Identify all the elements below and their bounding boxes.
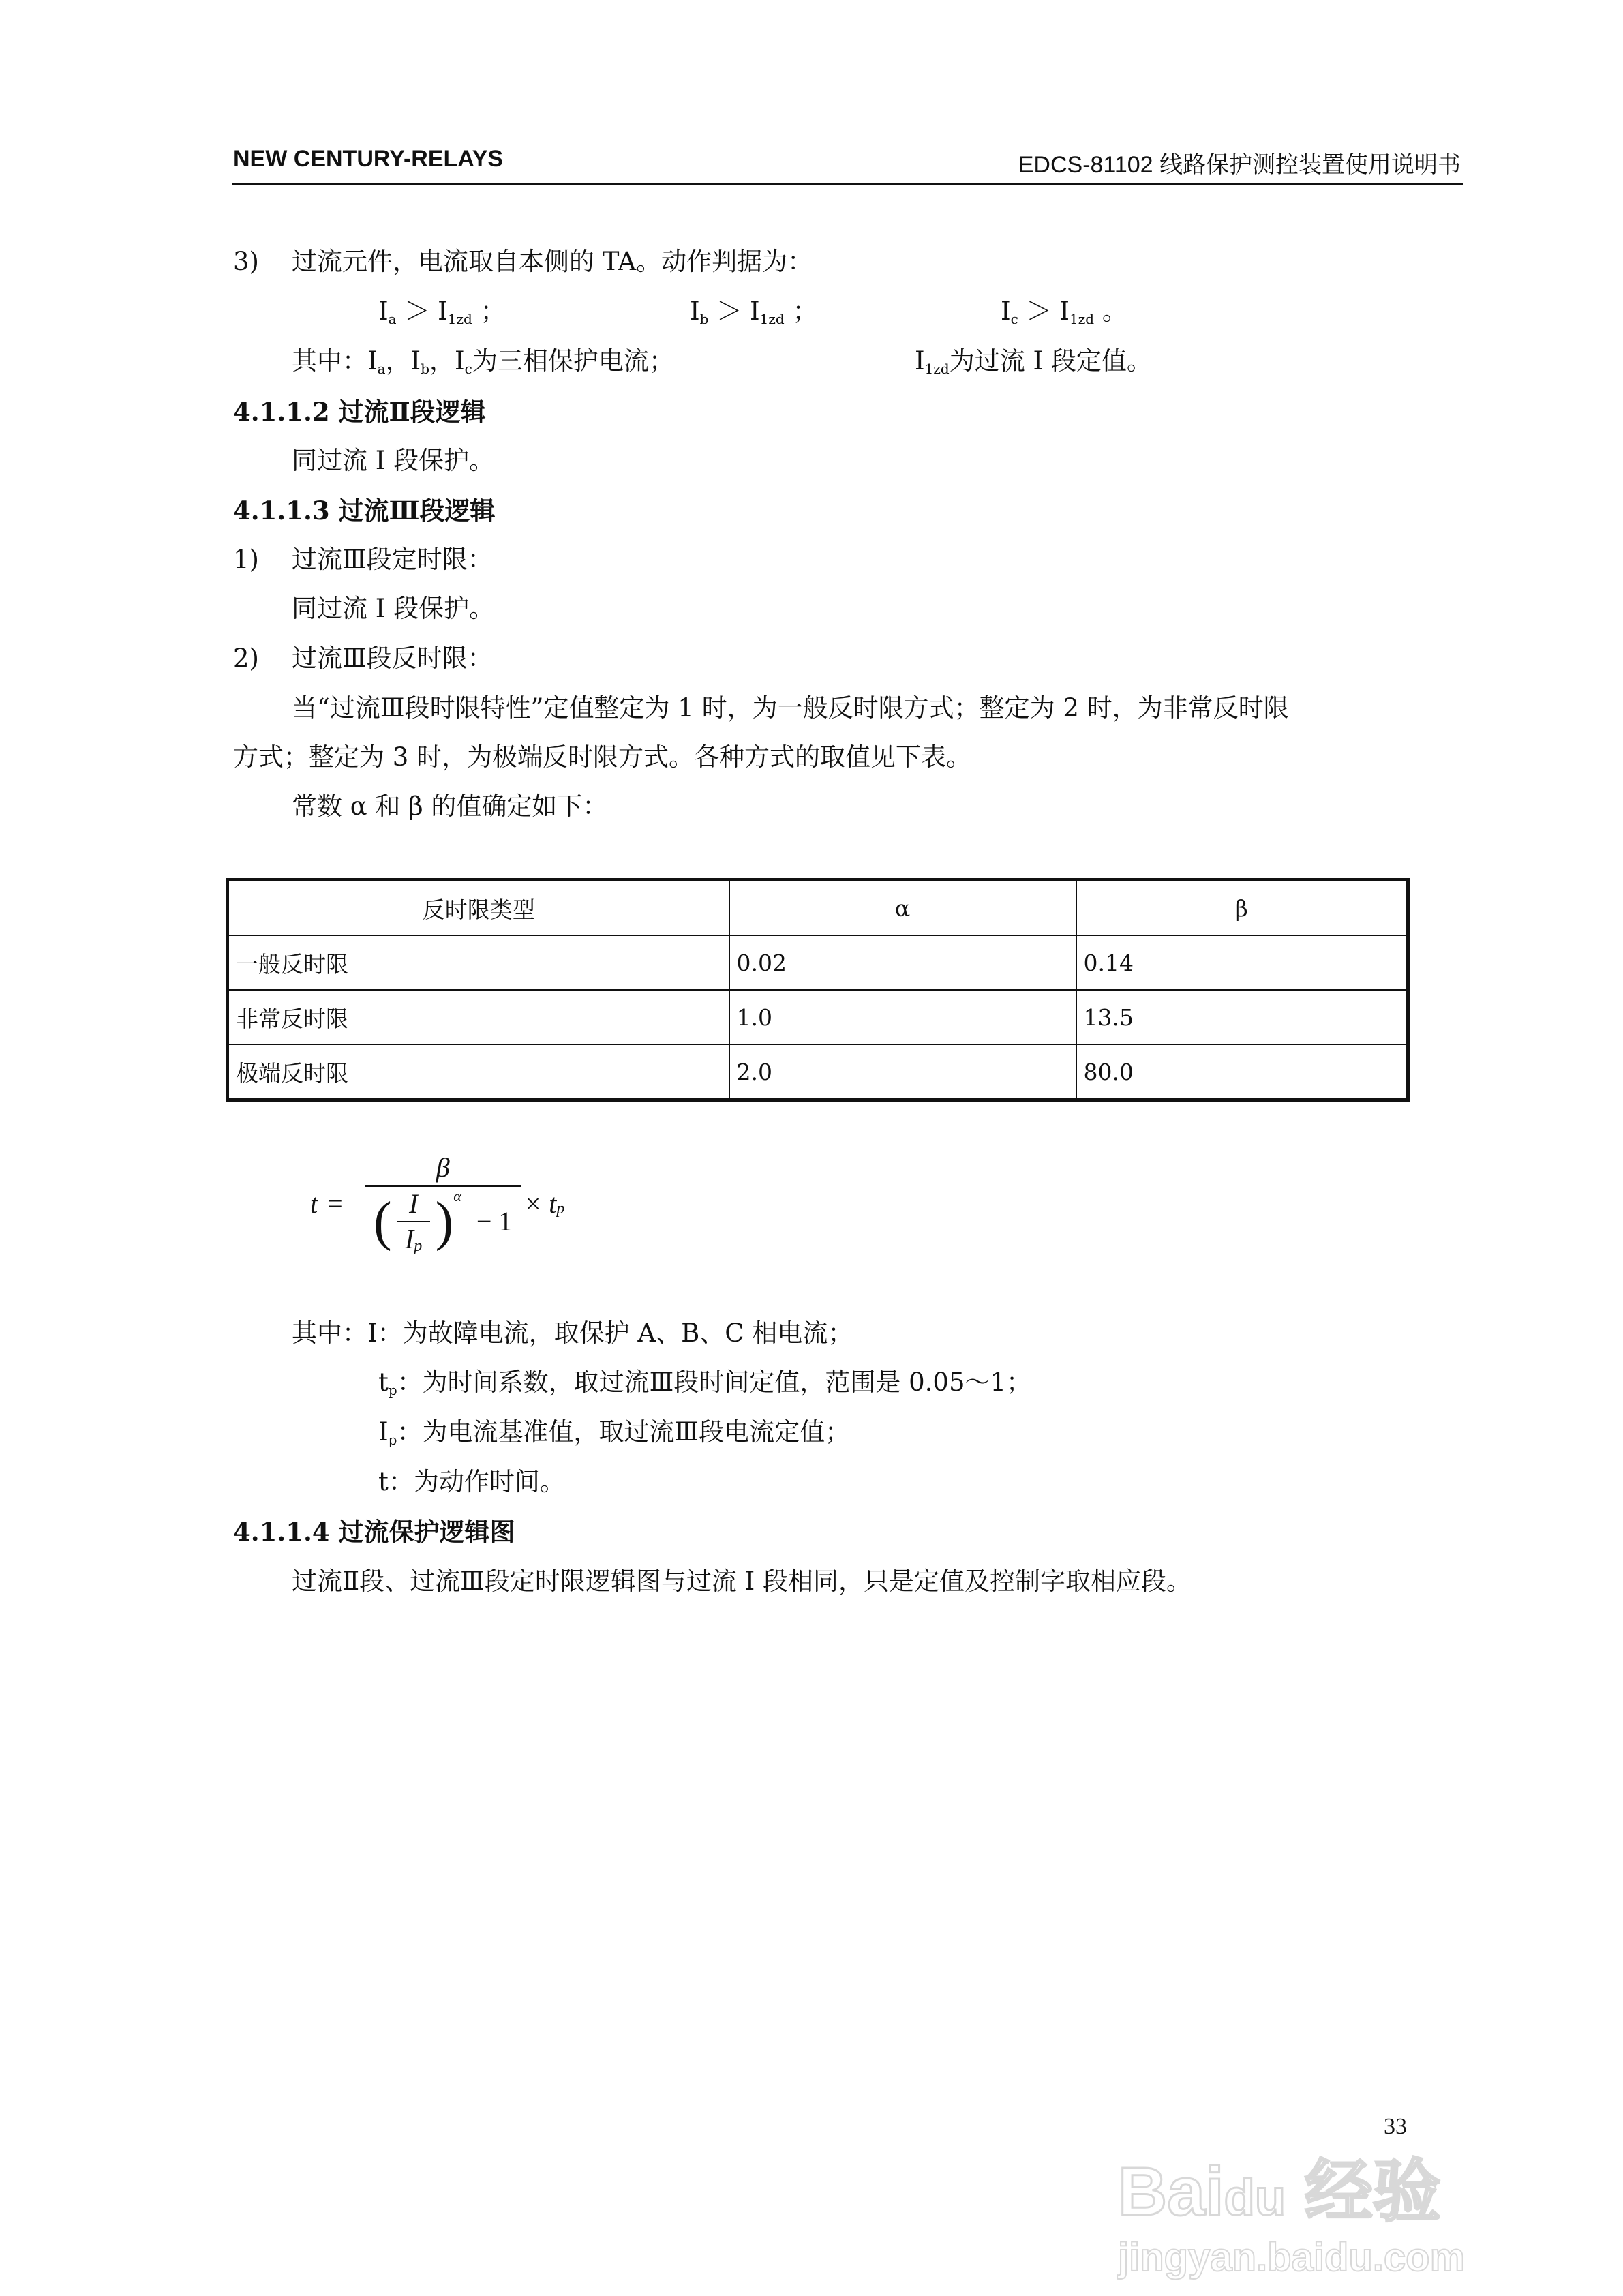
criterion-a: $I_a > I_{1zd}$ ； — [378, 297, 506, 327]
formula-tp: t — [549, 1188, 557, 1219]
criterion-b: $I_b > I_{1zd}$ ； — [690, 297, 818, 327]
formula-minus-one: − 1 — [476, 1206, 513, 1237]
formula-t: t — [310, 1188, 318, 1219]
formula-denominator — [374, 1188, 512, 1255]
item-1-number: 1) — [233, 545, 259, 574]
where-setting: $I_{1zd}$为过流 I 段定值。 — [915, 346, 1152, 377]
section-4-1-1-2: 4.1.1.2 过流Ⅱ段逻辑 — [233, 397, 486, 427]
item-1-detail: 同过流 I 段保护。 — [292, 594, 495, 623]
paragraph-line-2: 方式；整定为 3 时，为极端反时限方式。各种方式的取值见下表。 — [233, 742, 972, 772]
item-2-text: 过流Ⅲ段反时限： — [292, 644, 493, 673]
where-currents: 其中：$I_a$，$I_b$，$I_c$为三相保护电流； — [292, 346, 674, 377]
table-cell: 0.14 — [1076, 935, 1408, 990]
table-cell: 1.0 — [729, 990, 1076, 1044]
formula-fraction-bar — [365, 1185, 521, 1187]
table-cell: 一般反时限 — [228, 935, 729, 990]
table-row — [228, 935, 1408, 990]
formula-tp-subscript: p — [556, 1199, 565, 1218]
formula-inner-bar — [397, 1221, 430, 1222]
table-row — [228, 990, 1408, 1044]
formula-left-paren: ( — [373, 1192, 392, 1252]
item-3-number: 3) — [233, 247, 259, 276]
formula-equals: = — [327, 1188, 343, 1219]
table-row — [228, 1044, 1408, 1100]
formula-alpha: α — [453, 1188, 461, 1205]
item-3-text: 过流元件，电流取自本侧的 TA。动作判据为： — [292, 247, 813, 276]
table-cell: 非常反时限 — [228, 990, 729, 1044]
formula-Ip: I — [404, 1224, 414, 1254]
where-t: t：为动作时间。 — [378, 1467, 565, 1496]
header-doc-title: EDCS-81102 线路保护测控装置使用说明书 — [1018, 152, 1461, 178]
formula-ratio — [397, 1188, 430, 1255]
inverse-time-table — [226, 878, 1410, 1102]
where-ip: $I_p$：为电流基准值，取过流Ⅲ段电流定值； — [378, 1417, 851, 1448]
section-4-1-1-4: 4.1.1.4 过流保护逻辑图 — [233, 1517, 515, 1547]
header-rule — [232, 183, 1463, 185]
inverse-time-formula — [310, 1152, 564, 1255]
where-fault-current: 其中：I：为故障电流，取保护 A、B、C 相电流； — [292, 1318, 853, 1348]
formula-fraction — [365, 1152, 521, 1255]
formula-I: I — [408, 1188, 419, 1219]
formula-beta: β — [436, 1152, 450, 1183]
formula-Ip-subscript: p — [414, 1237, 423, 1255]
baidu-watermark-logo: Baidu 经验 jingyan.baidu.com — [1118, 2154, 1466, 2280]
table-cell: 极端反时限 — [228, 1044, 729, 1100]
formula-times: × — [525, 1188, 541, 1219]
paragraph-constants: 常数 α 和 β 的值确定如下： — [292, 791, 608, 821]
formula-right-paren: ) — [435, 1192, 454, 1252]
table-cell: 80.0 — [1076, 1044, 1408, 1100]
page-number: 33 — [1384, 2114, 1407, 2139]
table-header-row — [228, 880, 1408, 936]
table-cell: 0.02 — [729, 935, 1076, 990]
formula-Ip-group — [405, 1224, 422, 1255]
table-header: α — [729, 880, 1076, 936]
header-brand: NEW CENTURY-RELAYS — [233, 146, 504, 172]
item-1-text: 过流Ⅲ段定时限： — [292, 545, 493, 574]
where-tp: $t_p$：为时间系数，取过流Ⅲ段时间定值，范围是 0.05～1； — [378, 1368, 1032, 1398]
criterion-c: $I_c > I_{1zd}$ 。 — [1001, 297, 1127, 327]
table-cell: 13.5 — [1076, 990, 1408, 1044]
section-4-1-1-3: 4.1.1.3 过流Ⅲ段逻辑 — [233, 496, 496, 526]
paragraph-line-1: 当“过流Ⅲ段时限特性”定值整定为 1 时，为一般反时限方式；整定为 2 时，为非常反时限 — [292, 693, 1289, 723]
table-header: β — [1076, 880, 1408, 936]
item-2-number: 2) — [233, 644, 259, 673]
table-header: 反时限类型 — [228, 880, 729, 936]
table-cell: 2.0 — [729, 1044, 1076, 1100]
section-4-1-1-4-text: 过流Ⅱ段、过流Ⅲ段定时限逻辑图与过流 I 段相同，只是定值及控制字取相应段。 — [292, 1567, 1192, 1596]
section-4-1-1-2-text: 同过流 I 段保护。 — [292, 446, 495, 475]
